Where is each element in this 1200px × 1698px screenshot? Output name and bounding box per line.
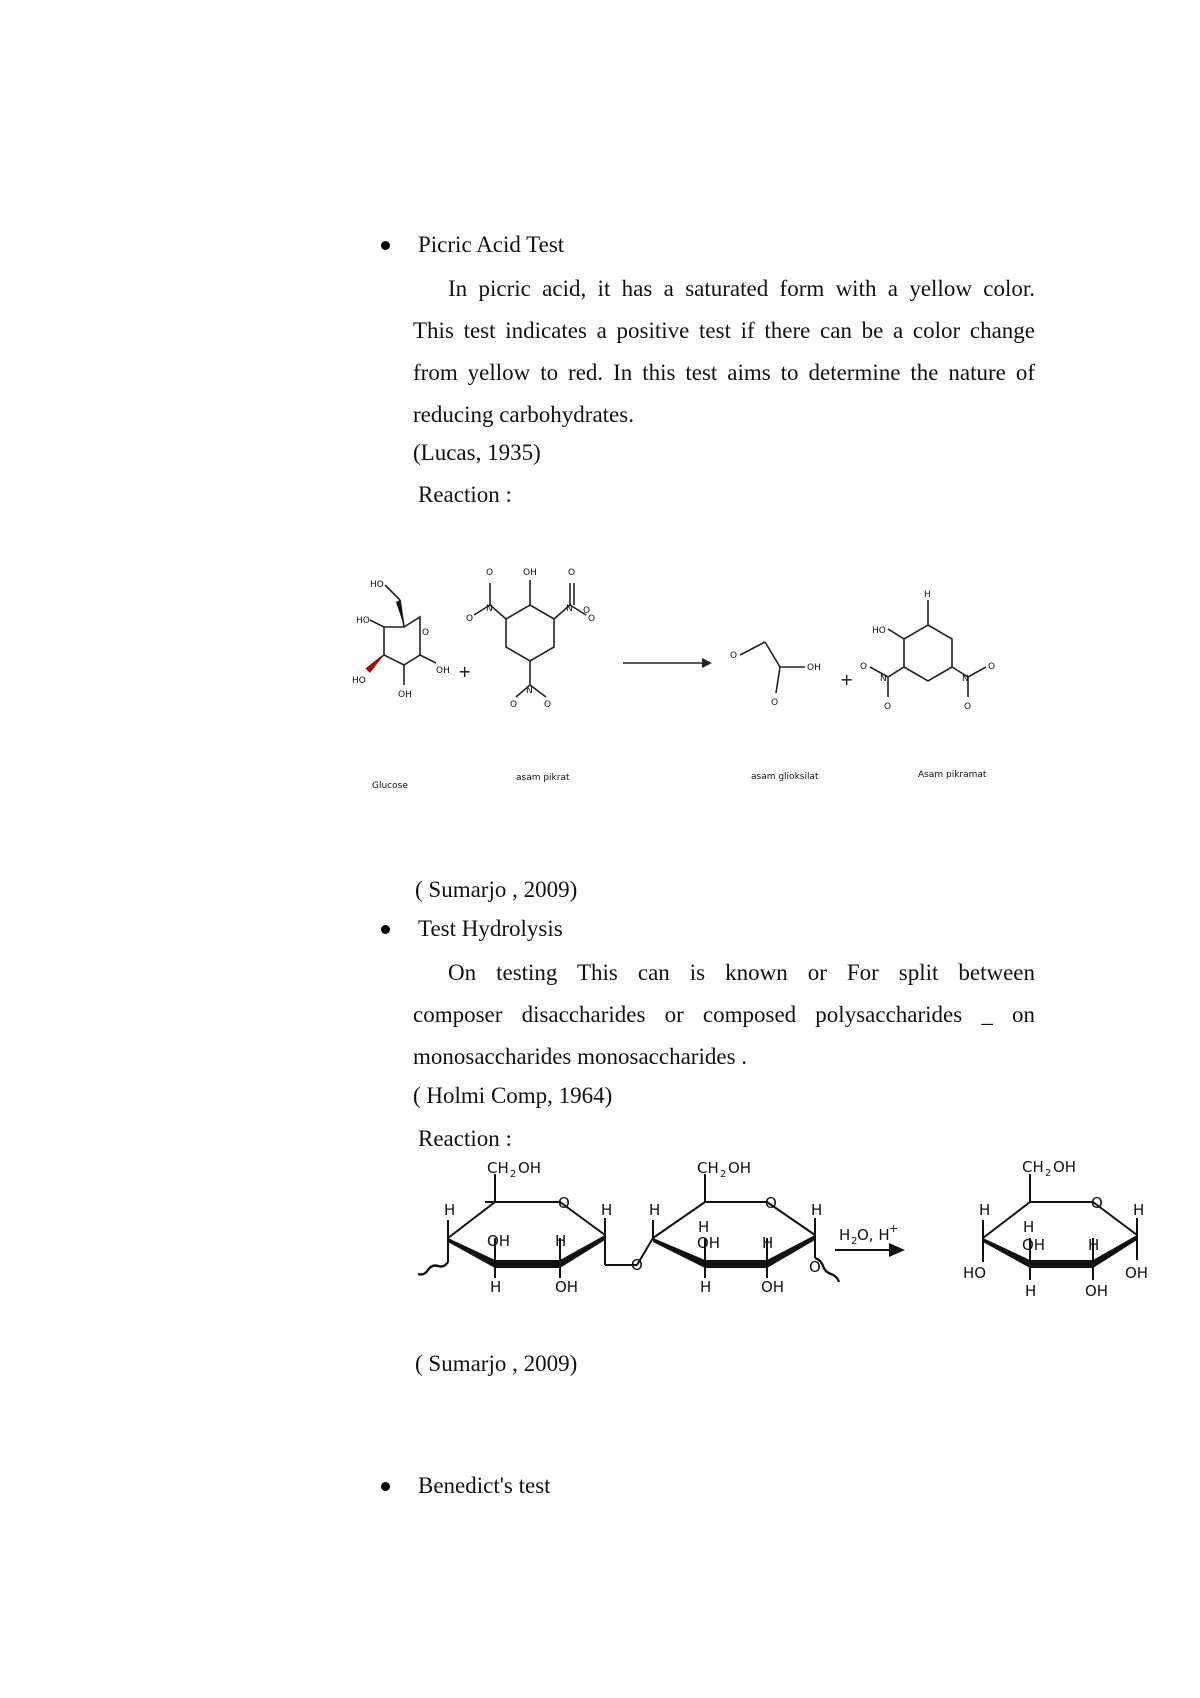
atom-label: H [601,1201,613,1219]
reagent-label: 2 [851,1236,858,1247]
citation: ( Holmi Comp, 1964) [413,1083,613,1108]
atom-label: H [1025,1282,1037,1300]
reagent-label: H [839,1226,851,1244]
atom-label: O [964,702,972,712]
bridge-oxygen: O [631,1256,643,1274]
atom-label: CH [487,1159,509,1177]
citation: (Lucas, 1935) [413,440,541,465]
atom-label: O [422,628,430,638]
atom-label: HO [872,626,886,636]
atom-label: OH [487,1232,511,1250]
figure-citation: ( Sumarjo , 2009) [415,1351,578,1376]
atom-label: N [880,674,887,684]
atom-label: O [860,662,868,672]
atom-label: O [544,700,552,710]
atom-label: H [1088,1236,1100,1254]
atom-label: OH [518,1159,542,1177]
glucose-caption: Glucose [372,781,408,791]
atom-label: O [558,1194,570,1212]
atom-label: O [466,614,474,624]
atom-label: O [568,568,576,578]
plus-sign: + [840,670,854,689]
atom-label: H [490,1278,502,1296]
atom-label: 2 [1045,1168,1052,1179]
atom-label: 2 [510,1169,517,1180]
atom-label: H [1023,1218,1035,1236]
atom-label: O [771,698,779,708]
atom-label: O [730,651,738,661]
atom-label: H [811,1201,823,1219]
bullet-icon [381,241,390,250]
atom-label: OH [1085,1282,1109,1300]
atom-label: H [698,1218,710,1236]
atom-label: OH [697,1234,721,1252]
paragraph [413,952,1035,1078]
paragraph-line: monosaccharides monosaccharides . [413,1044,748,1069]
atom-label: N [486,604,493,614]
paragraph-line: On testing This can is known or For split between [448,960,1035,985]
paragraph-line: from yellow to red. In this test aims to determine the nature of [413,360,1035,385]
atom-label: CH [697,1159,719,1177]
atom-label: HO [963,1264,987,1282]
atom-label: N [962,674,969,684]
atom-label: O [486,568,494,578]
atom-label: O [1091,1194,1103,1212]
plus-sign: + [458,662,472,681]
atom-label: 2 [720,1169,727,1180]
atom-label: OH [555,1278,579,1296]
atom-label: H [700,1278,712,1296]
atom-label: OH [523,568,537,578]
bullet-icon [381,925,390,934]
reaction-label: Reaction : [418,1126,512,1151]
reagent-label: O, H [857,1226,890,1244]
bullet-icon [381,1482,390,1491]
atom-label: OH [1053,1158,1077,1176]
atom-label: OH [1022,1236,1046,1254]
atom-label: N [566,604,573,614]
paragraph-line: This test indicates a positive test if there can be a color change [413,318,1035,343]
atom-label: H [762,1234,774,1252]
atom-label: H [924,590,931,600]
atom-label: OH [807,663,821,673]
paragraph-line: In picric acid, it has a saturated form with a yellow color. [448,276,1035,301]
figure-citation: ( Sumarjo , 2009) [415,877,578,902]
atom-label: O [765,1194,777,1212]
atom-label: H [649,1201,661,1219]
picric-reaction-figure [340,545,1040,855]
picric-caption: asam pikrat [516,773,570,783]
glyoxylic-caption: asam glioksilat [751,772,819,782]
atom-label: OH [1125,1264,1149,1282]
section-heading: Picric Acid Test [418,232,565,257]
atom-label: O [510,700,518,710]
atom-label: O [583,606,591,616]
paragraph-line: reducing carbohydrates. [413,402,634,427]
atom-label: HO [356,616,370,626]
atom-label: O [988,662,996,672]
section-heading: Benedict's test [418,1473,551,1498]
atom-label: OH [728,1159,752,1177]
atom-label: N [526,686,533,696]
picramic-caption: Asam pikramat [918,770,987,780]
atom-label: HO [370,580,384,590]
atom-label: O [588,614,596,624]
reaction-label: Reaction : [418,482,512,507]
paragraph [413,268,1035,436]
hydrolysis-figure [415,1158,1149,1335]
atom-label: HO [352,676,366,686]
reagent-label: + [889,1222,899,1235]
paragraph-line: composer disaccharides or composed polysaccharides _ on [413,1002,1035,1027]
atom-label: OH [398,690,412,700]
atom-label: H [1133,1201,1145,1219]
atom-label: H [444,1201,456,1219]
atom-label: O [884,702,892,712]
atom-label: H [555,1232,567,1250]
atom-label: OH [436,666,450,676]
section-heading: Test Hydrolysis [418,916,563,941]
atom-label: OH [761,1278,785,1296]
end-oxygen: O [809,1258,821,1276]
atom-label: H [979,1201,991,1219]
atom-label: CH [1022,1158,1044,1176]
